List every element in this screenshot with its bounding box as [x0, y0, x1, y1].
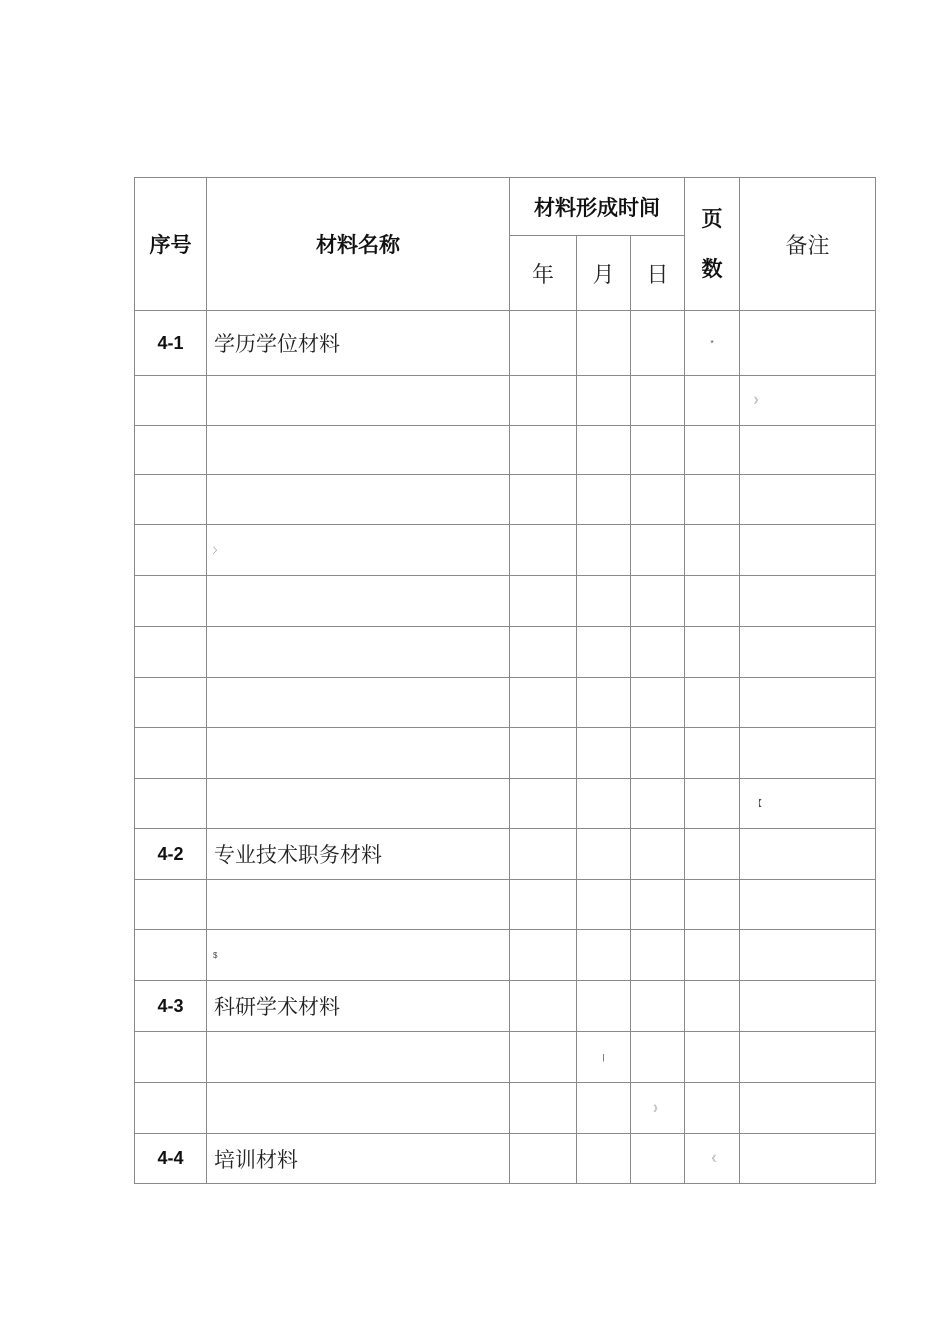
cell-month: [577, 576, 631, 627]
cell-day: [631, 728, 685, 779]
cell-seq: [135, 426, 207, 475]
cell-remark: [740, 1032, 876, 1083]
header-year: 年: [510, 236, 577, 311]
cell-day: [631, 376, 685, 426]
cell-seq: [135, 728, 207, 779]
cell-name: [207, 1083, 510, 1134]
cell-month: [577, 880, 631, 930]
cell-remark: [740, 930, 876, 981]
cell-seq: [135, 678, 207, 728]
table-row: [135, 376, 876, 426]
cell-year: [510, 376, 577, 426]
header-day: 日: [631, 236, 685, 311]
header-material-name: 材料名称: [207, 178, 510, 311]
cell-name: 专业技术职务材料: [207, 829, 510, 880]
cell-day: [631, 525, 685, 576]
cell-pages: [685, 728, 740, 779]
cell-month: [577, 779, 631, 829]
cell-remark: [740, 678, 876, 728]
table-row: [135, 1032, 876, 1083]
cell-month: [577, 376, 631, 426]
cell-remark: [740, 1134, 876, 1184]
cell-remark: [740, 475, 876, 525]
cell-month: [577, 426, 631, 475]
cell-seq: [135, 576, 207, 627]
cell-year: [510, 930, 577, 981]
cell-year: [510, 426, 577, 475]
cell-month: [577, 1134, 631, 1184]
cell-remark: [740, 1083, 876, 1134]
cell-name: [207, 880, 510, 930]
cell-pages: 《: [685, 1134, 740, 1184]
cell-month: [577, 311, 631, 376]
table-row: [135, 311, 876, 376]
cell-year: [510, 880, 577, 930]
cell-seq: [135, 930, 207, 981]
header-month: 月: [577, 236, 631, 311]
cell-seq: 4-1: [135, 311, 207, 376]
cell-remark: [740, 728, 876, 779]
cell-day: [631, 426, 685, 475]
cell-name: [207, 426, 510, 475]
table-row: [135, 475, 876, 525]
cell-pages: [685, 829, 740, 880]
materials-table: [134, 177, 876, 1184]
cell-year: [510, 1134, 577, 1184]
table-row: [135, 880, 876, 930]
header-pages-char-1: 页: [701, 207, 723, 231]
cell-remark: 【: [740, 779, 876, 829]
table-row: [135, 981, 876, 1032]
cell-name: [207, 376, 510, 426]
cell-year: [510, 576, 577, 627]
cell-seq: [135, 1032, 207, 1083]
header-pages-char-2: 数: [701, 257, 723, 281]
table-row: [135, 728, 876, 779]
table-row: [135, 426, 876, 475]
header-row-top: [135, 178, 876, 236]
cell-day: [631, 981, 685, 1032]
cell-month: [577, 930, 631, 981]
cell-seq: 4-2: [135, 829, 207, 880]
cell-month: [577, 678, 631, 728]
cell-remark: 》: [740, 376, 876, 426]
header-remarks: 备注: [740, 178, 876, 311]
cell-day: [631, 576, 685, 627]
cell-pages: [685, 576, 740, 627]
cell-name: [207, 576, 510, 627]
cell-name: $: [207, 930, 510, 981]
cell-remark: [740, 627, 876, 678]
cell-seq: [135, 627, 207, 678]
cell-pages: [685, 525, 740, 576]
cell-remark: [740, 829, 876, 880]
cell-remark: [740, 981, 876, 1032]
cell-remark: [740, 880, 876, 930]
cell-pages: [685, 475, 740, 525]
cell-month: |: [577, 1032, 631, 1083]
cell-day: 》: [631, 1083, 685, 1134]
cell-pages: [685, 376, 740, 426]
cell-day: [631, 880, 685, 930]
cell-seq: [135, 880, 207, 930]
cell-remark: [740, 426, 876, 475]
cell-name: [207, 678, 510, 728]
cell-year: [510, 1083, 577, 1134]
cell-day: [631, 627, 685, 678]
cell-month: [577, 981, 631, 1032]
cell-seq: [135, 779, 207, 829]
cell-day: [631, 678, 685, 728]
cell-pages: [685, 1032, 740, 1083]
cell-seq: [135, 1083, 207, 1134]
table-body: [135, 311, 876, 1184]
cell-remark: [740, 525, 876, 576]
table-row: [135, 930, 876, 981]
cell-day: [631, 779, 685, 829]
cell-name: [207, 728, 510, 779]
cell-pages: [685, 981, 740, 1032]
cell-month: [577, 728, 631, 779]
cell-month: [577, 525, 631, 576]
cell-seq: [135, 376, 207, 426]
table-row: [135, 627, 876, 678]
cell-year: [510, 829, 577, 880]
table-row: [135, 525, 876, 576]
cell-name: [207, 475, 510, 525]
cell-seq: 4-3: [135, 981, 207, 1032]
cell-year: [510, 1032, 577, 1083]
cell-day: [631, 1134, 685, 1184]
cell-day: [631, 1032, 685, 1083]
cell-pages: [685, 1083, 740, 1134]
cell-pages: *: [685, 311, 740, 376]
cell-day: [631, 930, 685, 981]
header-seq: 序号: [135, 178, 207, 311]
header-formation-time: 材料形成时间: [510, 178, 685, 236]
cell-month: [577, 627, 631, 678]
cell-name: 科研学术材料: [207, 981, 510, 1032]
cell-year: [510, 525, 577, 576]
table-row: [135, 576, 876, 627]
cell-pages: [685, 426, 740, 475]
cell-remark: [740, 311, 876, 376]
cell-year: [510, 981, 577, 1032]
cell-year: [510, 678, 577, 728]
cell-year: [510, 311, 577, 376]
cell-name: 〉: [207, 525, 510, 576]
cell-year: [510, 779, 577, 829]
cell-seq: 4-4: [135, 1134, 207, 1184]
cell-name: [207, 627, 510, 678]
cell-pages: [685, 779, 740, 829]
cell-remark: [740, 576, 876, 627]
table-row: [135, 779, 876, 829]
cell-day: [631, 311, 685, 376]
cell-pages: [685, 678, 740, 728]
cell-pages: [685, 930, 740, 981]
cell-month: [577, 1083, 631, 1134]
table-row: [135, 1083, 876, 1134]
cell-month: [577, 829, 631, 880]
cell-day: [631, 829, 685, 880]
cell-name: 学历学位材料: [207, 311, 510, 376]
cell-seq: [135, 475, 207, 525]
header-pages: [685, 178, 740, 311]
cell-year: [510, 475, 577, 525]
cell-month: [577, 475, 631, 525]
table-row: [135, 1134, 876, 1184]
cell-seq: [135, 525, 207, 576]
cell-year: [510, 728, 577, 779]
table-row: [135, 678, 876, 728]
cell-name: [207, 779, 510, 829]
cell-name: [207, 1032, 510, 1083]
cell-year: [510, 627, 577, 678]
table-row: [135, 829, 876, 880]
cell-pages: [685, 627, 740, 678]
cell-name: 培训材料: [207, 1134, 510, 1184]
cell-pages: [685, 880, 740, 930]
cell-day: [631, 475, 685, 525]
